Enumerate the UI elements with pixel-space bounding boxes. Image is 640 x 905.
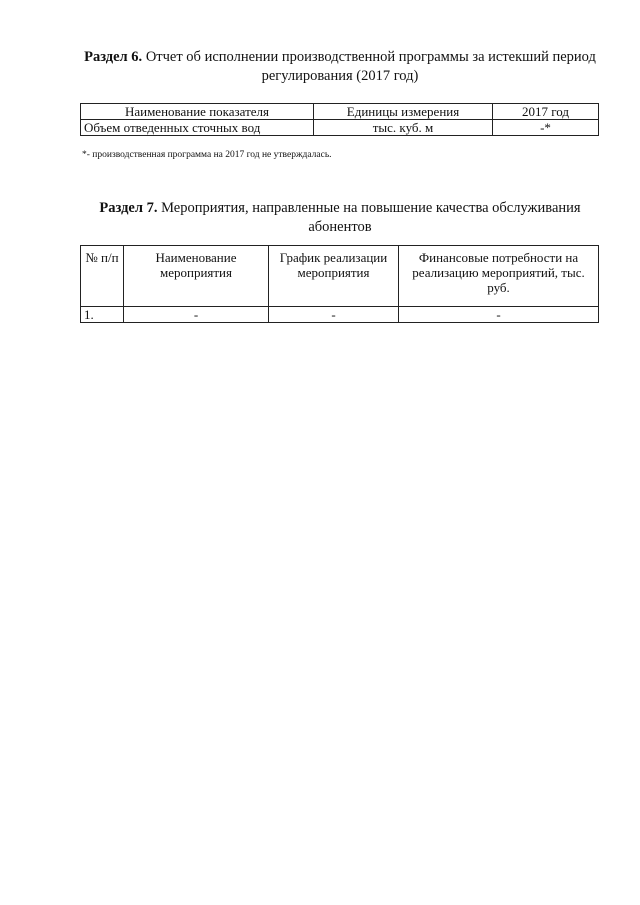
table-row <box>81 307 599 323</box>
section-7-title: Мероприятия, направленные на повышение качества обслуживания абонентов <box>161 200 581 235</box>
header-units: Единицы измерения <box>314 104 493 120</box>
cell-year-value: -* <box>493 120 599 136</box>
section-6-title: Отчет об исполнении производственной программы за истекший период регулирования (2017 год) <box>145 49 596 84</box>
cell-financial-needs: - <box>399 307 599 323</box>
cell-number: 1. <box>81 307 124 323</box>
section-7-label: Раздел 7. <box>99 200 158 216</box>
header-schedule: График реализации мероприятия <box>269 246 399 307</box>
header-financial-needs: Финансовые потребности на реализацию мероприятий, тыс. руб. <box>399 246 599 307</box>
table-header-row <box>81 104 599 120</box>
header-number: № п/п <box>81 246 124 307</box>
cell-activity-name: - <box>124 307 269 323</box>
cell-units: тыс. куб. м <box>314 120 493 136</box>
section-6-heading <box>80 48 600 86</box>
section-6-label: Раздел 6. <box>84 49 143 65</box>
section-6-table <box>80 103 599 136</box>
section-7-table <box>80 245 599 323</box>
cell-schedule: - <box>269 307 399 323</box>
cell-indicator-name: Объем отведенных сточных вод <box>81 120 314 136</box>
table-header-row <box>81 246 599 307</box>
section-7-heading <box>80 199 600 237</box>
header-indicator-name: Наименование показателя <box>81 104 314 120</box>
header-year-2017: 2017 год <box>493 104 599 120</box>
table-row <box>81 120 599 136</box>
header-activity-name: Наименование мероприятия <box>124 246 269 307</box>
section-6-footnote: *- производственная программа на 2017 год не утверждалась. <box>82 150 332 160</box>
